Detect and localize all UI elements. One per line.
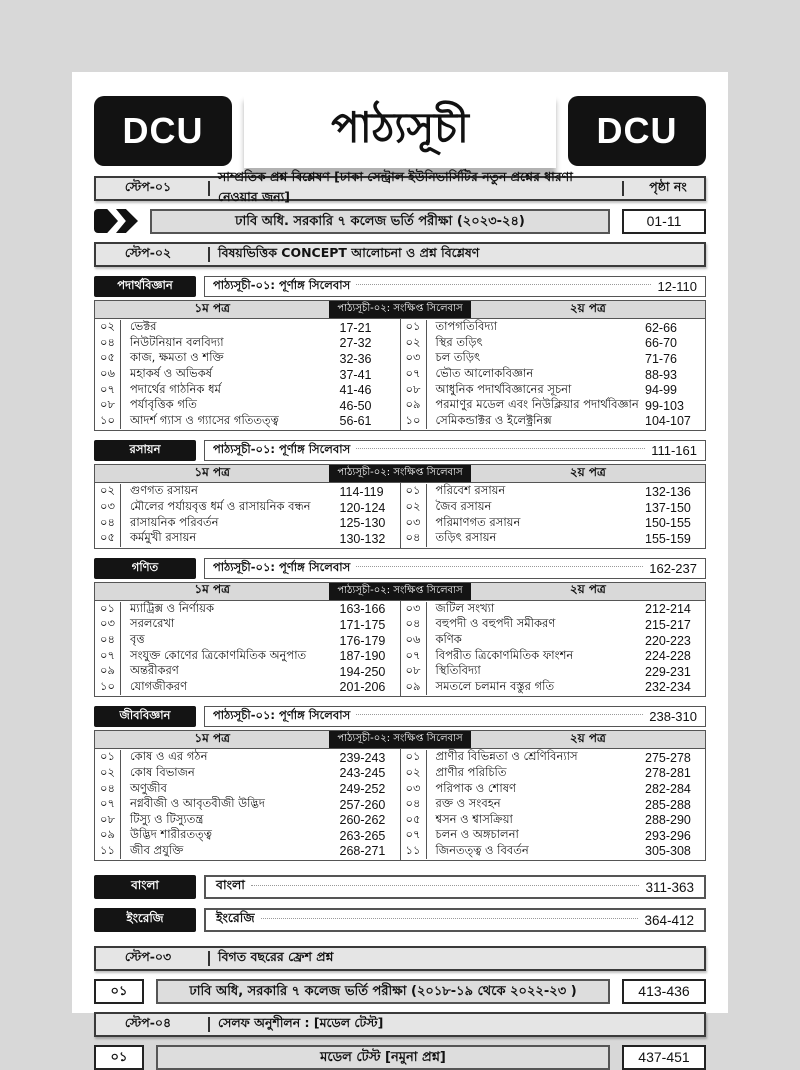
divider	[622, 181, 624, 196]
exam-title: ঢাবি অধি. সরকারি ৭ কলেজ ভর্তি পরীক্ষা (২০২৩-২৪)	[150, 209, 610, 234]
step-03-label: স্টেপ-০৩	[124, 948, 172, 964]
divider	[208, 1017, 210, 1032]
step-01-bar	[94, 168, 706, 204]
chapter-title: তড়িৎ রসায়ন	[435, 530, 497, 545]
syllabus-1-row	[204, 440, 706, 461]
step-02-label: স্টেপ-০২	[124, 244, 172, 260]
dotted-leader	[356, 714, 643, 715]
chapter-title: শ্বসন ও শ্বাসক্রিয়া	[435, 811, 513, 826]
subject-page-range: 238-310	[649, 709, 697, 725]
paper-2-chapter-list	[401, 749, 707, 861]
chapter-title: প্রাণীর পরিচিতি	[435, 764, 507, 779]
chapter-title: উদ্ভিদ শারীরতত্ত্ব	[130, 827, 212, 842]
paper-1-chapter-list	[94, 749, 401, 861]
chapter-pages: 104-107	[645, 414, 691, 429]
chapter-number: ০৯	[95, 828, 121, 844]
subject-name-badge: গণিত	[94, 558, 196, 579]
chapter-number: ০১	[401, 484, 427, 500]
chapter-number: ০৪	[95, 515, 121, 531]
chapter-pages: 194-250	[339, 664, 386, 679]
chapter-number: ১০	[95, 414, 121, 430]
chapter-number: ০২	[95, 766, 121, 782]
chapter-pages: 282-284	[645, 782, 691, 797]
paper-1-chapter-list	[94, 483, 401, 548]
chapter-number: ০৬	[401, 633, 427, 649]
chapter-number: ০২	[401, 336, 427, 352]
chapter-number: ০৪	[95, 781, 121, 797]
chapter-pages: 215-217	[645, 617, 691, 632]
subject-page-range: 12-110	[657, 279, 697, 294]
page-number-column-label: পৃষ্ঠা নং	[649, 178, 687, 194]
chapter-pages: 66-70	[645, 336, 677, 351]
syllabus-2-badge: পাঠ্যসূচী-০২: সংক্ষিপ্ত সিলেবাস	[329, 301, 470, 318]
subject-header	[94, 558, 706, 579]
brand-badge-right: DCU	[568, 96, 706, 166]
chapter-number: ০৮	[401, 382, 427, 398]
chapter-title: কণিক	[435, 632, 462, 647]
syllabus-2-badge: পাঠ্যসূচী-০২: সংক্ষিপ্ত সিলেবাস	[329, 731, 470, 748]
chapter-title: ভেক্টর	[130, 319, 157, 334]
step-03-title: বিগত বছরের ফ্রেশ প্রশ্ন	[218, 948, 334, 964]
step-03-bar	[94, 946, 706, 971]
chapter-number: ১০	[401, 414, 427, 430]
chapter-title: তাপগতিবিদ্যা	[435, 319, 498, 334]
bangla-entry	[204, 875, 706, 899]
divider	[208, 247, 210, 262]
chapter-title: পরিবেশ রসায়ন	[435, 483, 506, 498]
chapter-title: পদার্থের গাঠনিক ধর্ম	[130, 381, 221, 396]
language-row-english	[94, 908, 706, 932]
chapter-pages: 260-262	[339, 813, 386, 828]
chapter-number: ০২	[401, 766, 427, 782]
chapter-number: ০৮	[401, 664, 427, 680]
chapter-title: জটিল সংখ্যা	[435, 600, 495, 615]
chapter-title: সরলরেখা	[130, 616, 175, 631]
chapter-number: ০৭	[95, 648, 121, 664]
step-04-title: সেলফ অনুশীলন : [মডেল টেস্ট]	[218, 1014, 384, 1030]
chapter-number: ০১	[95, 750, 121, 766]
chapter-pages: 163-166	[339, 602, 386, 617]
chapter-pages: 125-130	[339, 516, 386, 531]
chapter-number: ০১	[95, 602, 121, 618]
chapter-pages: 155-159	[645, 531, 691, 546]
chapter-number: ০৩	[401, 602, 427, 618]
dotted-leader	[356, 448, 645, 449]
syllabus-1-label: পাঠ্যসূচী-০১: পূর্ণাঙ্গ সিলেবাস	[213, 278, 351, 292]
chapter-pages: 239-243	[339, 750, 386, 765]
chapter-pages: 46-50	[339, 398, 372, 413]
chapter-number: ০৭	[401, 367, 427, 383]
step-01-title: সাম্প্রতিক প্রশ্ন বিশ্লেষণ [ঢাকা সেন্ট্রাল ইউনিভার্সিটির নতুন প্রশ্নের ধারণা নেওয়ার জন্য]	[218, 168, 573, 204]
bangla-title: বাংলা	[216, 877, 245, 893]
chapter-pages: 32-36	[339, 351, 372, 366]
double-chevron-icon	[94, 209, 138, 233]
divider	[208, 951, 210, 966]
chapter-number: ০১	[401, 320, 427, 336]
dotted-leader	[356, 566, 643, 567]
step-01-label: স্টেপ-০১	[124, 178, 172, 194]
chevron-shape	[94, 209, 118, 233]
paper-2-chapter-list	[401, 601, 707, 698]
step-04-bar	[94, 1012, 706, 1037]
syllabus-1-row	[204, 706, 706, 727]
chapter-title: বিপরীত ত্রিকোণমিতিক ফাংশন	[435, 647, 574, 662]
chapter-title: সমতলে চলমান বস্তুর গতি	[435, 678, 555, 693]
chapter-pages: 88-93	[645, 367, 677, 382]
chapter-title: জিনতত্ত্ব ও বিবর্তন	[435, 842, 529, 857]
subject-table	[94, 440, 706, 548]
chapter-number: ০৯	[401, 398, 427, 414]
chapter-number: ০৪	[401, 531, 427, 547]
chapter-title: জৈব রসায়ন	[435, 499, 492, 514]
language-row-bangla	[94, 875, 706, 899]
subjects-container	[72, 276, 728, 861]
chapter-title: ম্যাট্রিক্স ও নির্ণায়ক	[130, 600, 214, 615]
chapter-number: ০৭	[401, 828, 427, 844]
subject-header	[94, 276, 706, 297]
chapter-row	[95, 680, 400, 696]
chapter-number: ০৯	[401, 680, 427, 696]
chapter-pages: 187-190	[339, 649, 386, 664]
chapter-title: অন্তরীকরণ	[130, 663, 179, 678]
paper-1-chapter-list	[94, 601, 401, 698]
english-badge: ইংরেজি	[94, 908, 196, 932]
chapter-title: বৃত্ত	[130, 632, 145, 647]
dotted-leader	[251, 885, 640, 886]
chapter-number: ০২	[95, 484, 121, 500]
chapter-number: ০৩	[401, 515, 427, 531]
chapter-number: ০৩	[95, 617, 121, 633]
subject-header	[94, 440, 706, 461]
chapter-pages: 232-234	[645, 680, 691, 695]
chapter-title: স্থির তড়িৎ	[435, 334, 483, 349]
syllabus-1-row	[204, 276, 706, 297]
chapter-pages: 305-308	[645, 844, 691, 859]
subject-body	[94, 483, 706, 548]
chapter-number: ০৪	[95, 336, 121, 352]
chapter-title: ভৌত আলোকবিজ্ঞান	[435, 366, 534, 381]
chapter-number: ০৫	[401, 812, 427, 828]
paper-2-label: ২য় পত্র	[569, 300, 606, 315]
chapter-pages: 263-265	[339, 828, 386, 843]
chapter-number: ০৫	[95, 351, 121, 367]
chapter-title: কর্মমুখী রসায়ন	[130, 530, 197, 545]
chapter-number: ১১	[401, 844, 427, 860]
chapter-title: আধুনিক পদার্থবিজ্ঞানের সূচনা	[435, 381, 572, 396]
chapter-title: পরমাণুর মডেল এবং নিউক্লিয়ার পদার্থবিজ্ঞান	[435, 397, 639, 412]
chapter-title: টিস্যু ও টিস্যুতন্ত্র	[130, 811, 204, 826]
chapter-number: ০৪	[95, 633, 121, 649]
chapter-number: ০৯	[95, 664, 121, 680]
chapter-pages: 171-175	[339, 617, 386, 632]
chapter-pages: 27-32	[339, 336, 372, 351]
subject-body	[94, 601, 706, 698]
chapter-pages: 120-124	[339, 500, 386, 515]
chapter-pages: 150-155	[645, 516, 691, 531]
subject-page-range: 111-161	[651, 443, 697, 459]
chapter-title: গুণগত রসায়ন	[130, 483, 198, 498]
paper-header-row	[94, 464, 706, 483]
entry-number: ০১	[94, 979, 144, 1004]
step-02-title: বিষয়ভিত্তিক CONCEPT আলোচনা ও প্রশ্ন বিশ্লেষণ	[218, 244, 480, 260]
step-04-entry-row	[94, 1044, 706, 1070]
chapter-title: স্থিতিবিদ্যা	[435, 663, 481, 678]
chapter-number: ০২	[95, 320, 121, 336]
chapter-number: ০৪	[401, 617, 427, 633]
chapter-pages: 137-150	[645, 500, 691, 515]
subject-name-badge: জীববিজ্ঞান	[94, 706, 196, 727]
chevron-shape	[116, 209, 138, 233]
chapter-title: রক্ত ও সংবহন	[435, 796, 501, 811]
chapter-number: ০৭	[401, 648, 427, 664]
chapter-pages: 62-66	[645, 320, 677, 335]
chapter-title: মহাকর্ষ ও অভিকর্ষ	[130, 366, 213, 381]
chapter-number: ০৩	[401, 351, 427, 367]
chapter-number: ০৮	[95, 398, 121, 414]
paper-2-label: ২য় পত্র	[569, 464, 606, 479]
syllabus-1-label: পাঠ্যসূচী-০১: পূর্ণাঙ্গ সিলেবাস	[213, 708, 351, 723]
dotted-leader	[356, 284, 651, 285]
chapter-number: ১০	[95, 680, 121, 696]
subject-table	[94, 558, 706, 698]
brand-badge-left: DCU	[94, 96, 232, 166]
syllabus-1-label: পাঠ্যসূচী-০১: পূর্ণাঙ্গ সিলেবাস	[213, 442, 351, 457]
paper-1-label: ১ম পত্র	[194, 464, 230, 479]
step-03-entry-row	[94, 978, 706, 1004]
chapter-pages: 293-296	[645, 828, 691, 843]
chapter-pages: 243-245	[339, 766, 386, 781]
chapter-title: সংযুক্ত কোণের ত্রিকোণমিতিক অনুপাত	[130, 647, 307, 662]
chapter-number: ০২	[401, 500, 427, 516]
chapter-pages: 99-103	[645, 398, 684, 413]
subject-name-badge: রসায়ন	[94, 440, 196, 461]
paper-2-label: ২য় পত্র	[569, 582, 606, 597]
chapter-row	[95, 414, 400, 430]
chapter-title: আদর্শ গ্যাস ও গ্যাসের গতিতত্ত্ব	[130, 412, 279, 427]
chapter-pages: 275-278	[645, 750, 691, 765]
step-02-bar	[94, 242, 706, 267]
chapter-title: প্রাণীর বিভিন্নতা ও শ্রেণিবিন্যাস	[435, 749, 578, 764]
chapter-pages: 132-136	[645, 484, 691, 499]
chapter-title: চলন ও অঙ্গচালনা	[435, 827, 519, 842]
chapter-title: জীব প্রযুক্তি	[130, 842, 184, 857]
chapter-title: চল তড়িৎ	[435, 350, 481, 365]
chapter-title: রাসায়নিক পরিবর্তন	[130, 514, 219, 529]
chapter-title: নিউটনিয়ান বলবিদ্যা	[130, 334, 224, 349]
page-range: 01-11	[622, 209, 706, 234]
chapter-pages: 229-231	[645, 664, 691, 679]
chapter-title: যোগজীকরণ	[130, 678, 188, 693]
chapter-pages: 288-290	[645, 813, 691, 828]
chapter-pages: 37-41	[339, 367, 372, 382]
chapter-pages: 41-46	[339, 383, 372, 398]
chapter-pages: 278-281	[645, 766, 691, 781]
page-title: পাঠ্যসূচী	[244, 92, 556, 168]
paper-header-row	[94, 300, 706, 319]
page-range: 437-451	[622, 1045, 706, 1070]
chapter-row	[95, 531, 400, 547]
page-header	[72, 72, 728, 168]
paper-1-label: ১ম পত্র	[194, 730, 230, 745]
bangla-badge: বাংলা	[94, 875, 196, 899]
paper-1-chapter-list	[94, 319, 401, 431]
step-04-label: স্টেপ-০৪	[124, 1014, 172, 1030]
chapter-number: ১১	[95, 844, 121, 860]
chapter-pages: 56-61	[339, 414, 372, 429]
model-test-title: মডেল টেস্ট [নমুনা প্রশ্ন]	[156, 1045, 610, 1070]
chapter-title: নগ্নবীজী ও আবৃতবীজী উদ্ভিদ	[130, 796, 265, 811]
subject-name-badge: পদার্থবিজ্ঞান	[94, 276, 196, 297]
chapter-title: পরিমাণগত রসায়ন	[435, 514, 521, 529]
syllabus-1-label: পাঠ্যসূচী-০১: পূর্ণাঙ্গ সিলেবাস	[213, 559, 351, 574]
paper-2-label: ২য় পত্র	[569, 730, 606, 745]
paper-1-label: ১ম পত্র	[194, 300, 230, 315]
toc-page	[72, 72, 728, 1065]
chapter-pages: 212-214	[645, 602, 691, 617]
syllabus-2-badge: পাঠ্যসূচী-০২: সংক্ষিপ্ত সিলেবাস	[329, 583, 470, 600]
paper-2-chapter-list	[401, 319, 707, 431]
chapter-pages: 94-99	[645, 383, 677, 398]
chapter-title: সেমিকন্ডাক্টর ও ইলেক্ট্রনিক্স	[435, 412, 552, 427]
chapter-pages: 224-228	[645, 649, 691, 664]
subject-table	[94, 706, 706, 861]
chapter-number: ০৫	[95, 531, 121, 547]
exam-title: ঢাবি অধি, সরকারি ৭ কলেজ ভর্তি পরীক্ষা (২০১৮-১৯ থেকে ২০২২-২৩ )	[156, 979, 610, 1004]
chapter-pages: 268-271	[339, 844, 386, 859]
divider	[208, 181, 210, 196]
subject-body	[94, 749, 706, 861]
chapter-title: পর্যাবৃত্তিক গতি	[130, 397, 197, 412]
subject-table	[94, 276, 706, 431]
chapter-pages: 114-119	[339, 484, 384, 499]
chapter-title: অণুজীব	[130, 780, 167, 795]
paper-header-row	[94, 582, 706, 601]
chapter-number: ০৭	[95, 382, 121, 398]
syllabus-2-badge: পাঠ্যসূচী-০২: সংক্ষিপ্ত সিলেবাস	[329, 465, 470, 482]
chapter-number: ০৪	[401, 797, 427, 813]
english-entry	[204, 908, 706, 932]
page-range: 413-436	[622, 979, 706, 1004]
chapter-number: ০১	[401, 750, 427, 766]
chapter-row	[401, 680, 706, 696]
paper-header-row	[94, 730, 706, 749]
chapter-pages: 71-76	[645, 351, 677, 366]
chapter-number: ০৮	[95, 812, 121, 828]
chapter-number: ০৬	[95, 367, 121, 383]
subject-header	[94, 706, 706, 727]
chapter-pages: 17-21	[339, 320, 372, 335]
chapter-number: ০৭	[95, 797, 121, 813]
syllabus-1-row	[204, 558, 706, 579]
step-01-entry-row	[94, 208, 706, 234]
chapter-number: ০৩	[95, 500, 121, 516]
chapter-title: কাজ, ক্ষমতা ও শক্তি	[130, 350, 224, 365]
bangla-pages: 311-363	[645, 879, 694, 895]
chapter-row	[401, 531, 706, 547]
chapter-pages: 220-223	[645, 633, 691, 648]
paper-2-chapter-list	[401, 483, 707, 548]
dotted-leader	[261, 918, 639, 919]
chapter-number: ০৩	[401, 781, 427, 797]
chapter-pages: 285-288	[645, 797, 691, 812]
chapter-pages: 201-206	[339, 680, 386, 695]
chapter-title: কোষ বিভাজন	[130, 764, 195, 779]
chapter-title: কোষ ও এর গঠন	[130, 749, 208, 764]
chapter-pages: 257-260	[339, 797, 386, 812]
chapter-title: বহুপদী ও বহুপদী সমীকরণ	[435, 616, 556, 631]
chapter-row	[401, 844, 706, 860]
chapter-row	[401, 414, 706, 430]
chapter-pages: 130-132	[339, 531, 386, 546]
paper-1-label: ১ম পত্র	[194, 582, 230, 597]
chapter-title: পরিপাক ও শোষণ	[435, 780, 516, 795]
subject-body	[94, 319, 706, 431]
chapter-title: মৌলের পর্যায়বৃত্ত ধর্ম ও রাসায়নিক বন্ধন	[130, 499, 311, 514]
chapter-row	[95, 844, 400, 860]
chapter-pages: 249-252	[339, 782, 386, 797]
subject-page-range: 162-237	[649, 560, 697, 576]
chapter-pages: 176-179	[339, 633, 386, 648]
english-pages: 364-412	[644, 912, 694, 928]
entry-number: ০১	[94, 1045, 144, 1070]
english-title: ইংরেজি	[216, 910, 255, 926]
